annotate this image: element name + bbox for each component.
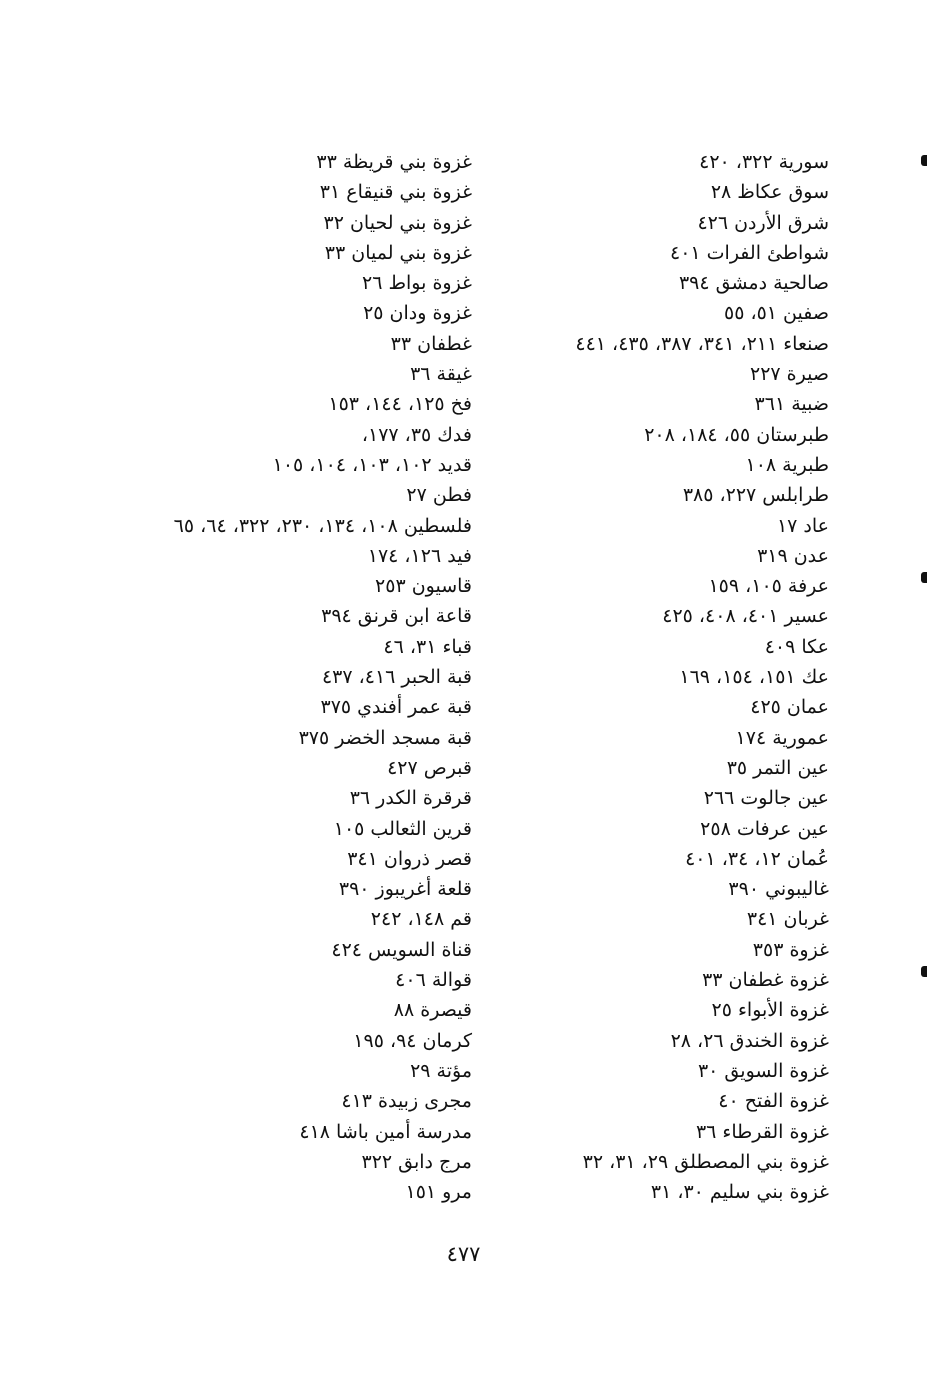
index-entry: صالحية دمشق ٣٩٤ xyxy=(678,272,829,295)
index-entry: عمان ٤٢٥ xyxy=(750,696,829,719)
index-entry: مدرسة أمين باشا ٤١٨ xyxy=(299,1120,472,1143)
index-entry: قديد ١٠٢، ١٠٣، ١٠٤، ١٠٥ xyxy=(272,453,472,476)
index-entry: عاد ١٧ xyxy=(776,514,829,537)
index-entry: صنعاء ٢١١، ٣٤١، ٣٨٧، ٤٣٥، ٤٤١ xyxy=(575,332,829,355)
index-entry: غزوة بني قريظة ٣٣ xyxy=(316,151,472,173)
index-entry: فخ ١٢٥، ١٤٤، ١٥٣ xyxy=(328,393,472,416)
index-entry: قاسيون ٢٥٣ xyxy=(375,575,472,598)
index-entry: مجرى زبيدة ٤١٣ xyxy=(341,1090,472,1113)
index-entry: غزوة الأبواء ٢٥ xyxy=(711,999,829,1022)
index-entry: ضبية ٣٦١ xyxy=(754,393,829,416)
index-entry: قوالة ٤٠٦ xyxy=(395,969,472,992)
index-entry: عرفة ١٠٥، ١٥٩ xyxy=(708,575,829,598)
index-entry: عين جالوت ٢٦٦ xyxy=(703,787,829,810)
index-entry: سوق عكاظ ٢٨ xyxy=(710,181,829,204)
index-entry: قبة مسجد الخضر ٣٧٥ xyxy=(298,726,472,749)
index-entry: طبرية ١٠٨ xyxy=(745,453,829,476)
index-entry: غزوة الفتح ٤٠ xyxy=(718,1090,829,1113)
index-entry: عين عرفات ٢٥٨ xyxy=(700,817,829,840)
index-entry: غاليبوني ٣٩٠ xyxy=(728,878,829,901)
index-entry: عُمان ١٢، ٣٤، ٤٠١ xyxy=(685,847,829,870)
index-entry: قرقرة الكدر ٣٦ xyxy=(349,787,472,810)
index-entry: غزوة بني المصطلق ٢٩، ٣١، ٣٢ xyxy=(582,1150,829,1173)
index-entry: غزوة بني قنيقاع ٣١ xyxy=(319,181,472,204)
index-entry: قم ١٤٨، ٢٤٢ xyxy=(370,908,472,931)
index-entry: فيد ١٢٦، ١٧٤ xyxy=(367,544,472,567)
index-entry: غيقة ٣٦ xyxy=(410,363,472,386)
index-entry: غزوة ٣٥٣ xyxy=(752,938,829,961)
binding-mark xyxy=(921,155,927,166)
index-entry: عين التمر ٣٥ xyxy=(726,756,829,779)
index-entry: شرق الأردن ٤٢٦ xyxy=(697,211,829,234)
index-entry: قاعة ابن قرنق ٣٩٤ xyxy=(321,605,472,628)
index-entry: مرو ١٥١ xyxy=(405,1181,472,1204)
index-column-left xyxy=(42,147,472,1207)
index-entry: عسير ٤٠١، ٤٠٨، ٤٢٥ xyxy=(662,605,829,628)
index-entry: عمورية ١٧٤ xyxy=(735,726,829,749)
index-entry: غزوة السويق ٣٠ xyxy=(697,1059,829,1082)
index-entry: غزوة القرطاء ٣٦ xyxy=(695,1120,829,1143)
index-entry: غزوة بني لحيان ٣٢ xyxy=(323,211,472,234)
index-entry: صفين ٥١، ٥٥ xyxy=(724,302,829,325)
index-entry: غطفان ٣٣ xyxy=(390,332,472,355)
index-entry: سورية ٣٢٢، ٤٢٠ xyxy=(699,151,829,173)
index-entry: غزوة بواط ٢٦ xyxy=(361,272,472,295)
index-entry: قناة السويس ٤٢٤ xyxy=(331,938,472,961)
index-entry: قباء ٣١، ٤٦ xyxy=(383,635,472,658)
index-column-right xyxy=(429,147,829,1207)
index-entry: غزوة بني سليم ٣٠، ٣١ xyxy=(650,1181,829,1204)
index-entry: غزوة غطفان ٣٣ xyxy=(702,969,829,992)
index-entry: قرين الثعالب ١٠٥ xyxy=(333,817,472,840)
index-entry: كرمان ٩٤، ١٩٥ xyxy=(353,1029,472,1052)
index-entry: شواطئ الفرات ٤٠١ xyxy=(669,241,829,264)
index-entry: غزوة بني لميان ٣٣ xyxy=(324,241,472,264)
index-entry: فطن ٢٧ xyxy=(406,484,472,507)
index-entry: قصر ذروان ٣٤١ xyxy=(347,847,472,870)
index-entry: قبة عمر أفندي ٣٧٥ xyxy=(320,696,472,719)
index-entry: صيرة ٢٢٧ xyxy=(750,363,829,386)
index-entry: مؤتة ٢٩ xyxy=(410,1059,472,1082)
binding-mark xyxy=(921,572,927,583)
index-entry: قبرص ٤٢٧ xyxy=(387,756,472,779)
index-entry: عكا ٤٠٩ xyxy=(764,635,829,658)
index-entry: طبرستان ٥٥، ١٨٤، ٢٠٨ xyxy=(644,423,829,446)
index-entry: قيصرة ٨٨ xyxy=(393,999,472,1022)
index-entry: غزوة ودان ٢٥ xyxy=(363,302,472,325)
index-entry: غربان ٣٤١ xyxy=(746,908,829,931)
index-entry: قلعة أغريبوز ٣٩٠ xyxy=(338,878,472,901)
index-entry: فدك ٣٥، ١٧٧، xyxy=(361,423,472,446)
index-entry: عدن ٣١٩ xyxy=(757,544,829,567)
index-entry: غزوة الخندق ٢٦، ٢٨ xyxy=(670,1029,829,1052)
index-entry: مرج دابق ٣٢٢ xyxy=(361,1150,472,1173)
page-number: ٤٧٧ xyxy=(446,1242,481,1266)
index-entry: فلسطين ١٠٨، ١٣٤، ٢٣٠، ٣٢٢، ٦٤، ٦٥ xyxy=(173,514,472,537)
index-entry: طرابلس ٢٢٧، ٣٨٥ xyxy=(682,484,829,507)
index-entry: عك ١٥١، ١٥٤، ١٦٩ xyxy=(679,666,829,689)
index-entry: قبة الحبر ٤١٦، ٤٣٧ xyxy=(321,666,472,689)
binding-mark xyxy=(921,966,927,977)
